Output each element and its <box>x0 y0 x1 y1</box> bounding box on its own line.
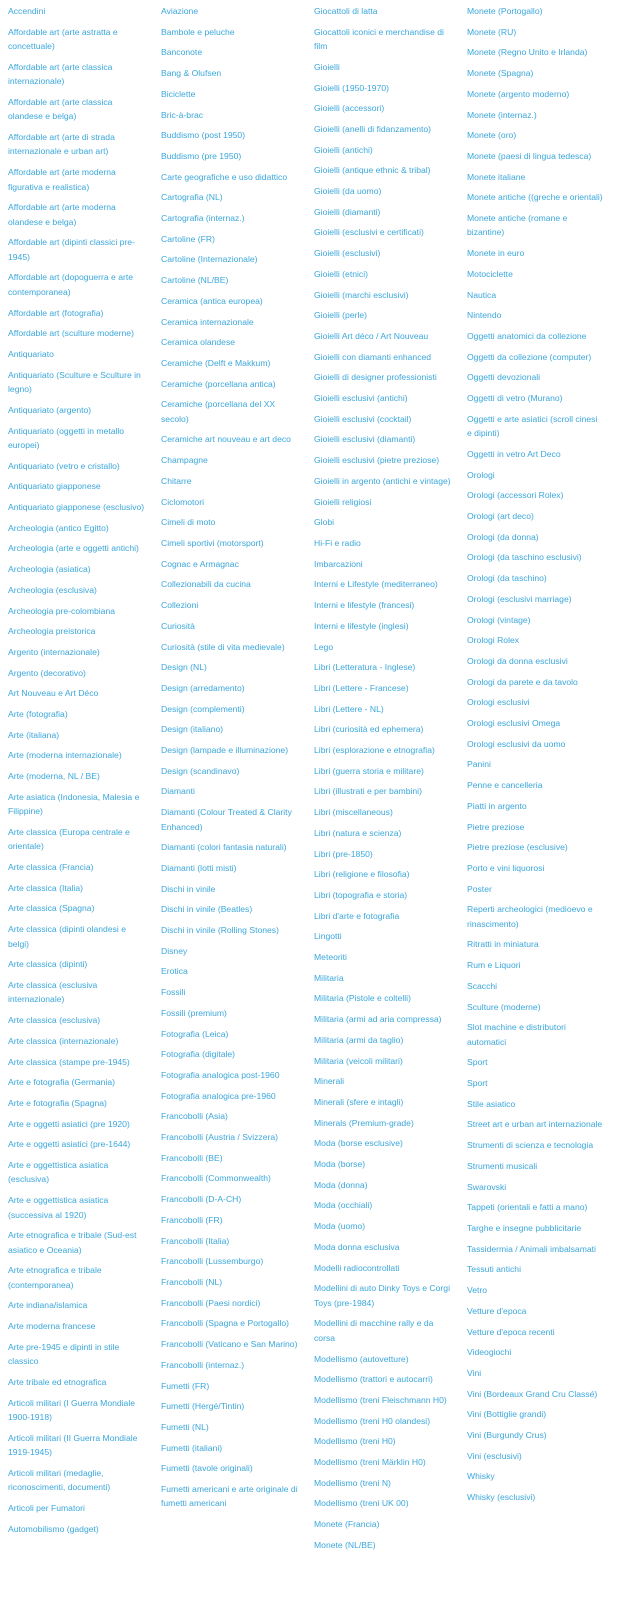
category-link[interactable]: Monete (Francia) <box>314 1519 380 1530</box>
category-link[interactable]: Arte e oggettistica asiatica (successiva al 1920) <box>8 1195 109 1220</box>
category-link[interactable]: Ritratti in miniatura <box>467 939 539 950</box>
category-link[interactable]: Gioielli Art déco / Art Nouveau <box>314 330 429 341</box>
category-link[interactable]: Modellismo (treni Märklin H0) <box>314 1457 426 1468</box>
category-link[interactable]: Affordable art (dopoguerra e arte contemporanea) <box>8 272 134 297</box>
category-link[interactable]: Antiquariato (Sculture e Sculture in legno) <box>8 369 141 395</box>
category-link[interactable]: Francobolli (NL) <box>161 1277 223 1287</box>
category-link[interactable]: Fumetti (tavole originali) <box>161 1463 253 1474</box>
category-link[interactable]: Argento (decorativo) <box>8 667 86 678</box>
category-link[interactable]: Automobilismo (gadget) <box>8 1523 99 1534</box>
category-link[interactable]: Militaria (armi ad aria compressa) <box>314 1014 442 1025</box>
category-link[interactable]: Interni e lifestyle (inglesi) <box>314 620 409 631</box>
category-link[interactable]: Libri (miscellaneous) <box>314 807 393 818</box>
category-link[interactable]: Affordable art (arte moderna olandese e belga) <box>8 202 116 227</box>
category-link[interactable]: Orologi da parete e da tavolo <box>467 676 578 687</box>
category-link[interactable]: Affordable art (sculture moderne) <box>8 328 134 339</box>
category-link[interactable]: Modellismo (treni H0) <box>314 1436 396 1447</box>
category-link[interactable]: Cartoline (Internazionale) <box>161 254 258 265</box>
category-link[interactable]: Orologi (da taschino esclusivi) <box>467 552 582 563</box>
category-link[interactable]: Antiquariato giapponese (esclusivo) <box>8 502 145 513</box>
category-link[interactable]: Archeologia (antico Egitto) <box>8 522 109 533</box>
category-link[interactable]: Gioielli esclusivi (pietre preziose) <box>314 455 440 466</box>
category-link[interactable]: Arte classica (Europa centrale e orientale) <box>8 826 130 852</box>
category-link[interactable]: Fumetti (italiani) <box>161 1442 223 1453</box>
category-link[interactable]: Porto e vini liquorosi <box>467 862 545 873</box>
category-link[interactable]: Arte moderna francese <box>8 1321 96 1332</box>
category-link[interactable]: Sculture (moderne) <box>467 1001 541 1012</box>
category-link[interactable]: Gioielli (antichi) <box>314 144 373 155</box>
category-link[interactable]: Disney <box>161 945 188 956</box>
category-link[interactable]: Gioielli con diamanti enhanced <box>314 351 432 362</box>
category-link[interactable]: Orologi (art deco) <box>467 510 534 521</box>
category-link[interactable]: Meteoriti <box>314 952 347 963</box>
category-link[interactable]: Monete antiche (romane e bizantine) <box>467 213 568 238</box>
category-link[interactable]: Francobolli (Lussemburgo) <box>161 1256 264 1267</box>
category-link[interactable]: Gioielli esclusivi (cocktail) <box>314 413 412 424</box>
category-link[interactable]: Erotica <box>161 966 188 977</box>
category-link[interactable]: Modellismo (trattori e autocarri) <box>314 1374 433 1385</box>
category-link[interactable]: Francobolli (Commonwealth) <box>161 1173 271 1184</box>
category-link[interactable]: Libri (pre-1850) <box>314 848 373 859</box>
category-link[interactable]: Diamanti (colori fantasia naturali) <box>161 842 287 853</box>
category-link[interactable]: Militaria (armi da taglio) <box>314 1034 404 1045</box>
category-link[interactable]: Libri (curiosità ed ephemera) <box>314 724 424 735</box>
category-link[interactable]: Gioielli religiosi <box>314 496 372 507</box>
category-link[interactable]: Arte classica (Italia) <box>8 882 83 893</box>
category-link[interactable]: Monete (RU) <box>467 26 517 37</box>
category-link[interactable]: Orologi esclusivi Omega <box>467 718 561 729</box>
category-link[interactable]: Design (arredamento) <box>161 682 245 693</box>
category-link[interactable]: Arte classica (esclusiva internazionale) <box>8 980 98 1005</box>
category-link[interactable]: Ceramiche (porcellana antica) <box>161 378 276 389</box>
category-link[interactable]: Articoli militari (II Guerra Mondiale 1919-1945) <box>8 1432 138 1458</box>
category-link[interactable]: Arte classica (dipinti olandesi e belgi) <box>8 924 126 949</box>
category-link[interactable]: Libri (illustrati e per bambini) <box>314 786 422 797</box>
category-link[interactable]: Moda (uomo) <box>314 1221 366 1232</box>
category-column-1 <box>8 4 161 1559</box>
category-link[interactable]: Oggetti devozionali <box>467 372 541 383</box>
category-link[interactable]: Affordable art (arte classica internazionale) <box>8 61 113 87</box>
category-link[interactable]: Affordable art (arte astratta e concettuale) <box>8 26 118 52</box>
category-link[interactable]: Giocattoli iconici e merchandise di film <box>314 26 444 52</box>
category-link[interactable]: Motociclette <box>467 268 513 279</box>
category-link[interactable]: Reperti archeologici (medioevo e rinascimento) <box>467 904 593 929</box>
category-link[interactable]: Arte e oggetti asiatici (pre 1920) <box>8 1118 130 1129</box>
category-link[interactable]: Arte (moderna internazionale) <box>8 750 122 761</box>
category-link[interactable]: Modellismo (autovetture) <box>314 1353 409 1364</box>
category-column-2 <box>161 4 314 1559</box>
category-link[interactable]: Modellismo (treni N) <box>314 1477 391 1488</box>
category-link[interactable]: Lingotti <box>314 931 342 942</box>
category-link[interactable]: Francobolli (FR) <box>161 1214 223 1225</box>
category-link[interactable]: Archeologia (arte e oggetti antichi) <box>8 543 139 554</box>
category-link[interactable]: Ceramiche art nouveau e art deco <box>161 434 291 445</box>
category-link[interactable]: Street art e urban art internazionale <box>467 1119 603 1130</box>
category-link[interactable]: Vini (Bottiglie grandi) <box>467 1409 547 1420</box>
category-link[interactable]: Sport <box>467 1057 488 1068</box>
category-link[interactable]: Orologi (esclusivi marriage) <box>467 593 572 604</box>
category-link[interactable]: Oggetti anatomici da collezione <box>467 330 587 341</box>
category-link[interactable]: Argento (internazionale) <box>8 646 100 657</box>
category-link[interactable]: Gioielli (etnici) <box>314 268 368 279</box>
category-link[interactable]: Fumetti (Hergé/Tintin) <box>161 1401 245 1412</box>
category-link[interactable]: Arte tribale ed etnografica <box>8 1376 107 1387</box>
category-link[interactable]: Orologi <box>467 469 495 480</box>
category-link[interactable]: Francobolli (Asia) <box>161 1111 228 1122</box>
category-link[interactable]: Arte classica (dipinti) <box>8 959 88 970</box>
category-link[interactable]: Gioielli (anelli di fidanzamento) <box>314 123 432 134</box>
category-link[interactable]: Francobolli (internaz.) <box>161 1359 245 1370</box>
category-link[interactable]: Moda (borse esclusive) <box>314 1138 403 1149</box>
category-link[interactable]: Banconote <box>161 47 203 58</box>
category-link[interactable]: Monete (NL/BE) <box>314 1539 376 1550</box>
category-link[interactable]: Orologi (accessori Rolex) <box>467 490 564 501</box>
category-link[interactable]: Sport <box>467 1078 488 1089</box>
category-link[interactable]: Fotografia (digitale) <box>161 1049 236 1060</box>
category-link[interactable]: Monete (internaz.) <box>467 109 537 120</box>
category-link[interactable]: Gioielli di designer professionisti <box>314 372 437 383</box>
category-link[interactable]: Oggetti da collezione (computer) <box>467 351 592 362</box>
category-link[interactable]: Libri (esplorazione e etnografia) <box>314 745 435 756</box>
category-link[interactable]: Design (lampade e illuminazione) <box>161 745 289 756</box>
category-link[interactable]: Libri d'arte e fotografia <box>314 910 400 921</box>
category-link[interactable]: Carte geografiche e uso didattico <box>161 171 288 182</box>
category-link[interactable]: Rum e Liquori <box>467 960 521 971</box>
category-link[interactable]: Libri (topografia e storia) <box>314 889 408 900</box>
category-link[interactable]: Imbarcazioni <box>314 558 363 569</box>
category-link[interactable]: Arte e fotografia (Spagna) <box>8 1097 107 1108</box>
category-link[interactable]: Arte classica (internazionale) <box>8 1035 119 1046</box>
category-link[interactable]: Orologi da donna esclusivi <box>467 655 568 666</box>
category-link[interactable]: Tassidermia / Animali imbalsamati <box>467 1243 596 1254</box>
category-link[interactable]: Cartografia (internaz.) <box>161 213 245 224</box>
category-link[interactable]: Whisky (esclusivi) <box>467 1492 536 1503</box>
category-link[interactable]: Arte classica (esclusiva) <box>8 1015 101 1026</box>
category-link[interactable]: Diamanti (Colour Treated & Clarity Enhanced) <box>161 807 292 832</box>
category-link[interactable]: Militaria (veicoli militari) <box>314 1055 403 1066</box>
category-link[interactable]: Arte etnografica e tribale (Sud-est asiatico e Oceania) <box>8 1230 137 1255</box>
category-link[interactable]: Videogiochi <box>467 1347 512 1358</box>
category-link[interactable]: Archeologia pre-colombiana <box>8 605 116 616</box>
category-link[interactable]: Dischi in vinile (Rolling Stones) <box>161 925 279 936</box>
category-column-4 <box>467 4 617 1559</box>
category-link[interactable]: Oggetti e arte asiatici (scroll cinesi e dipinti) <box>467 413 598 439</box>
category-link[interactable]: Oggetti in vetro Art Deco <box>467 448 561 459</box>
category-link[interactable]: Swarovski <box>467 1181 507 1192</box>
category-link[interactable]: Arte pre-1945 e dipinti in stile classico <box>8 1341 120 1367</box>
category-link[interactable]: Arte classica (stampe pre-1945) <box>8 1056 130 1067</box>
category-link[interactable]: Archeologia preistorica <box>8 626 96 637</box>
category-link[interactable]: Gioielli (esclusivi e certificati) <box>314 227 424 238</box>
category-link[interactable]: Arte etnografica e tribale (contemporanea) <box>8 1265 102 1290</box>
category-link[interactable]: Art Nouveau e Art Déco <box>8 688 99 699</box>
category-link[interactable]: Moda (occhiali) <box>314 1200 373 1211</box>
category-link[interactable]: Nintendo <box>467 310 502 321</box>
category-link[interactable]: Gioielli <box>314 61 340 72</box>
category-link[interactable]: Whisky <box>467 1471 495 1482</box>
category-link[interactable]: Fotografia (Leica) <box>161 1028 229 1039</box>
category-link[interactable]: Libri (guerra storia e militare) <box>314 765 424 776</box>
category-link[interactable]: Design (italiano) <box>161 724 224 735</box>
category-link[interactable]: Gioielli (marchi esclusivi) <box>314 289 409 300</box>
category-link[interactable]: Gioielli esclusivi (antichi) <box>314 393 408 404</box>
category-link[interactable]: Arte (fotografia) <box>8 709 68 720</box>
category-link[interactable]: Archeologia (esclusiva) <box>8 584 97 595</box>
category-link[interactable]: Militaria <box>314 972 344 983</box>
category-link[interactable]: Gioielli (diamanti) <box>314 206 381 217</box>
category-link[interactable]: Articoli militari (medaglie, riconoscimenti, documenti) <box>8 1467 111 1493</box>
category-link[interactable]: Targhe e insegne pubblicitarie <box>467 1223 582 1233</box>
category-link[interactable]: Dischi in vinile (Beatles) <box>161 904 253 915</box>
category-link[interactable]: Arte (italiana) <box>8 729 60 740</box>
category-link[interactable]: Fossili (premium) <box>161 1007 227 1018</box>
category-link[interactable]: Gioielli esclusivi (diamanti) <box>314 434 416 445</box>
category-link[interactable]: Chitarre <box>161 475 192 486</box>
category-link[interactable]: Ciclomotori <box>161 496 204 507</box>
category-link[interactable]: Monete (Spagna) <box>467 68 534 79</box>
category-link[interactable]: Vini (Bordeaux Grand Cru Classé) <box>467 1388 598 1399</box>
category-link[interactable]: Francobolli (Austria / Svizzera) <box>161 1132 279 1143</box>
category-link[interactable]: Fossili <box>161 987 186 998</box>
category-link[interactable]: Gioielli (esclusivi) <box>314 248 381 259</box>
category-link[interactable]: Ceramica internazionale <box>161 316 254 327</box>
category-link[interactable]: Francobolli (Paesi nordici) <box>161 1297 261 1308</box>
category-link[interactable]: Monete (paesi di lingua tedesca) <box>467 150 592 161</box>
category-link[interactable]: Orologi (da taschino) <box>467 573 547 584</box>
category-link[interactable]: Arte asiatica (Indonesia, Malesia e Filippine) <box>8 791 140 817</box>
category-link[interactable]: Gioielli (1950-1970) <box>314 82 389 93</box>
category-link[interactable]: Penne e cancelleria <box>467 780 543 791</box>
category-link[interactable]: Libri (natura e scienza) <box>314 827 402 838</box>
category-link[interactable]: Francobolli (D-A-CH) <box>161 1194 242 1205</box>
category-link[interactable]: Affordable art (arte moderna figurativa e realistica) <box>8 167 116 192</box>
category-link[interactable]: Militaria (Pistole e coltelli) <box>314 993 411 1004</box>
category-link[interactable]: Moda donna esclusiva <box>314 1241 400 1252</box>
category-link[interactable]: Cognac e Armagnac <box>161 558 239 569</box>
category-link[interactable]: Diamanti (lotti misti) <box>161 862 237 873</box>
category-link[interactable]: Tappeti (orientali e fatti a mano) <box>467 1202 588 1213</box>
category-link[interactable]: Arte e oggetti asiatici (pre-1644) <box>8 1139 131 1150</box>
category-link[interactable]: Libri (religione e filosofia) <box>314 869 410 880</box>
category-link[interactable]: Minerali <box>314 1076 345 1087</box>
category-link[interactable]: Arte classica (Spagna) <box>8 903 95 914</box>
category-link[interactable]: Monete (argento moderno) <box>467 88 570 99</box>
category-link[interactable]: Moda (donna) <box>314 1179 368 1190</box>
category-link[interactable]: Scacchi <box>467 980 498 991</box>
category-link[interactable]: Gioielli in argento (antichi e vintage) <box>314 475 451 486</box>
category-link[interactable]: Arte indiana/islamica <box>8 1300 88 1311</box>
category-link[interactable]: Modelli radiocontrollati <box>314 1262 400 1273</box>
category-link[interactable]: Monete in euro <box>467 248 525 259</box>
category-link[interactable]: Arte e oggettistica asiatica (esclusiva) <box>8 1160 109 1185</box>
category-link[interactable]: Francobolli (Spagna e Portogallo) <box>161 1318 290 1329</box>
category-link[interactable]: Modellismo (treni UK 00) <box>314 1498 409 1509</box>
category-link[interactable]: Nautica <box>467 289 497 300</box>
category-link[interactable]: Libri (Lettere - NL) <box>314 703 384 714</box>
category-link[interactable]: Globi <box>314 517 335 528</box>
category-link[interactable]: Cimeli sportivi (motorsport) <box>161 537 264 548</box>
category-link[interactable]: Fumetti americani e arte originale di fumetti americani <box>161 1484 298 1509</box>
category-link[interactable]: Monete (Regno Unito e Irlanda) <box>467 47 588 58</box>
category-column-3 <box>314 4 467 1559</box>
category-link[interactable]: Diamanti <box>161 786 195 797</box>
category-link[interactable]: Bang & Olufsen <box>161 68 222 79</box>
category-link[interactable]: Strumenti di scienza e tecnologia <box>467 1140 594 1151</box>
category-link[interactable]: Gioielli (antique ethnic & tribal) <box>314 165 431 176</box>
category-link[interactable]: Interni e lifestyle (francesi) <box>314 600 415 611</box>
category-link[interactable]: Francobolli (BE) <box>161 1152 223 1163</box>
category-link[interactable]: Piatti in argento <box>467 800 527 811</box>
category-link[interactable]: Monete (Portogallo) <box>467 6 543 16</box>
category-link[interactable]: Vetture d'epoca <box>467 1305 527 1316</box>
category-link[interactable]: Strumenti musicali <box>467 1160 538 1171</box>
category-link[interactable]: Slot machine e distributori automatici <box>467 1022 566 1047</box>
category-link[interactable]: Affordable art (arte di strada internazionale e urban art) <box>8 132 115 157</box>
category-link[interactable]: Antiquariato (argento) <box>8 404 92 415</box>
category-link[interactable]: Tessuti antichi <box>467 1264 521 1275</box>
category-link[interactable]: Ceramica olandese <box>161 337 236 348</box>
category-link[interactable]: Accendini <box>8 6 46 16</box>
category-link[interactable]: Ceramiche (Delft e Makkum) <box>161 357 271 368</box>
category-link[interactable]: Aviazione <box>161 6 199 16</box>
category-link[interactable]: Vini (esclusivi) <box>467 1450 522 1461</box>
category-link[interactable]: Articoli per Fumatori <box>8 1503 85 1514</box>
category-link[interactable]: Cartoline (FR) <box>161 233 215 244</box>
category-link[interactable]: Curiosità <box>161 620 195 631</box>
category-link[interactable]: Arte e fotografia (Germania) <box>8 1077 115 1088</box>
category-link[interactable]: Minerals (Premium-grade) <box>314 1117 414 1128</box>
category-link[interactable]: Orologi Rolex <box>467 635 520 646</box>
category-link[interactable]: Orologi esclusivi <box>467 697 530 708</box>
category-link[interactable]: Libri (Letteratura - Inglese) <box>314 662 416 673</box>
category-link[interactable]: Hi-Fi e radio <box>314 537 361 548</box>
category-link[interactable]: Biciclette <box>161 88 196 99</box>
category-link[interactable]: Orologi esclusivi da uomo <box>467 738 566 749</box>
category-link[interactable]: Panini <box>467 759 491 770</box>
category-link[interactable]: Francobolli (Italia) <box>161 1235 230 1246</box>
category-link[interactable]: Champagne <box>161 455 208 466</box>
category-link[interactable]: Dischi in vinile <box>161 883 216 894</box>
category-link[interactable]: Cartoline (NL/BE) <box>161 275 229 286</box>
category-link[interactable]: Gioielli (accessori) <box>314 103 385 114</box>
category-link[interactable]: Libri (Lettere - Francese) <box>314 682 409 693</box>
category-link[interactable]: Cartografia (NL) <box>161 192 223 203</box>
category-link[interactable]: Bric-à-brac <box>161 109 204 120</box>
category-link[interactable]: Orologi (da donna) <box>467 531 539 542</box>
category-link[interactable]: Giocattoli di latta <box>314 6 378 16</box>
category-link[interactable]: Antiquariato (oggetti in metallo europei) <box>8 425 125 450</box>
category-link[interactable]: Moda (borse) <box>314 1159 366 1170</box>
category-link[interactable]: Affordable art (dipinti classici pre-1945) <box>8 237 135 262</box>
category-link[interactable]: Lego <box>314 641 334 652</box>
category-link[interactable]: Collezionabili da cucina <box>161 579 251 590</box>
category-link[interactable]: Oggetti di vetro (Murano) <box>467 393 563 404</box>
category-link[interactable]: Modellismo (treni H0 olandesi) <box>314 1415 431 1426</box>
category-link[interactable]: Articoli militari (I Guerra Mondiale 1900-1918) <box>8 1397 136 1423</box>
category-link[interactable]: Orologi (vintage) <box>467 614 531 625</box>
category-link[interactable]: Fumetti (NL) <box>161 1421 209 1432</box>
category-link[interactable]: Poster <box>467 883 492 894</box>
category-link[interactable]: Arte (moderna, NL / BE) <box>8 771 100 782</box>
category-link[interactable]: Gioielli (da uomo) <box>314 186 382 197</box>
category-link[interactable]: Ceramica (antica europea) <box>161 295 263 306</box>
category-link[interactable]: Collezioni <box>161 600 199 611</box>
category-link[interactable]: Affordable art (fotografia) <box>8 307 104 318</box>
category-link[interactable]: Modellini di macchine rally e da corsa <box>314 1318 434 1343</box>
category-link[interactable]: Arte classica (Francia) <box>8 862 94 873</box>
category-link[interactable]: Antiquariato (vetro e cristallo) <box>8 460 120 471</box>
category-link[interactable]: Archeologia (asiatica) <box>8 564 91 575</box>
category-link[interactable]: Buddismo (post 1950) <box>161 130 246 141</box>
category-link[interactable]: Ceramiche (porcellana del XX secolo) <box>161 399 276 424</box>
category-link[interactable]: Pietre preziose (esclusive) <box>467 842 568 853</box>
category-link[interactable]: Monete antiche ((greche e orientali) <box>467 192 603 203</box>
category-link[interactable]: Fotografia analogica pre-1960 <box>161 1090 276 1101</box>
category-link[interactable]: Vetro <box>467 1285 488 1296</box>
category-link[interactable]: Fotografia analogica post-1960 <box>161 1069 280 1080</box>
category-link[interactable]: Fumetti (FR) <box>161 1380 210 1391</box>
category-link[interactable]: Francobolli (Vaticano e San Marino) <box>161 1339 298 1350</box>
category-link[interactable]: Bambole e peluche <box>161 26 235 37</box>
category-link[interactable]: Minerali (sfere e intagli) <box>314 1096 404 1107</box>
category-link[interactable]: Antiquariato giapponese <box>8 481 101 492</box>
category-link[interactable]: Pietre preziose <box>467 821 525 832</box>
category-link[interactable]: Cimeli di moto <box>161 517 216 528</box>
category-link[interactable]: Affordable art (arte classica olandese e belga) <box>8 96 113 122</box>
category-link[interactable]: Gioielli (perle) <box>314 310 368 321</box>
category-link[interactable]: Vini <box>467 1367 482 1378</box>
category-link[interactable]: Vini (Burgundy Crus) <box>467 1430 547 1441</box>
category-link[interactable]: Interni e Lifestyle (mediterraneo) <box>314 579 438 590</box>
category-link[interactable]: Design (NL) <box>161 662 207 673</box>
category-link[interactable]: Stile asiatico <box>467 1098 516 1109</box>
category-link[interactable]: Monete (oro) <box>467 130 517 141</box>
category-link[interactable]: Modellismo (treni Fleischmann H0) <box>314 1394 447 1405</box>
category-link[interactable]: Design (complementi) <box>161 703 245 714</box>
category-link[interactable]: Monete italiane <box>467 171 526 182</box>
category-link[interactable]: Curiosità (stile di vita medievale) <box>161 641 285 652</box>
category-link[interactable]: Design (scandinavo) <box>161 765 240 776</box>
category-link[interactable]: Vetture d'epoca recenti <box>467 1326 555 1337</box>
category-link[interactable]: Antiquariato <box>8 348 54 359</box>
category-link[interactable]: Buddismo (pre 1950) <box>161 150 242 161</box>
category-link[interactable]: Modellini di auto Dinky Toys e Corgi Toys (pre-1984) <box>314 1283 450 1308</box>
